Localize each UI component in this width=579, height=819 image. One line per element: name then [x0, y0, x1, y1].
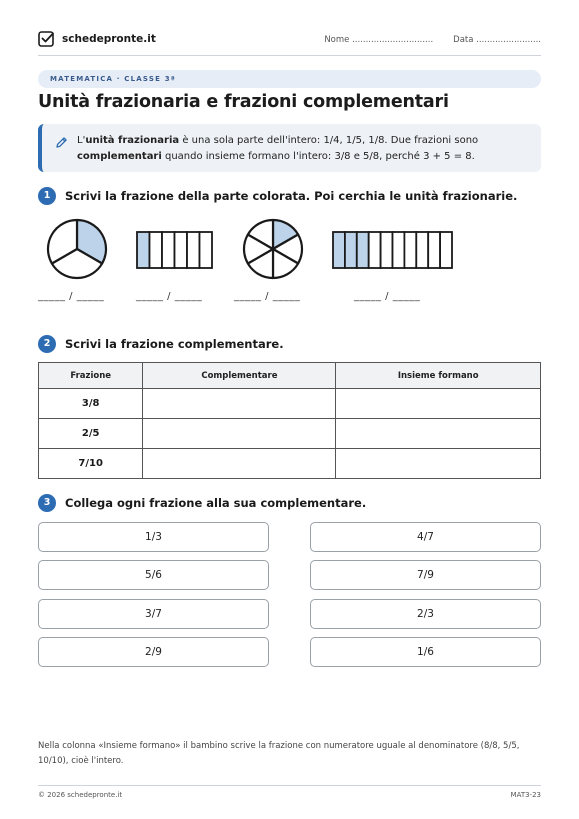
- checkbox-logo-icon: [38, 30, 55, 47]
- table-row: [39, 389, 541, 419]
- subject-pill: MATEMATICA · CLASSE 3ª: [38, 70, 541, 88]
- match-right-box[interactable]: 1/6: [310, 637, 541, 667]
- bar-segment: [137, 232, 150, 268]
- bar-segment: [428, 232, 440, 268]
- bar-segment: [381, 232, 393, 268]
- complement-table: [38, 362, 541, 479]
- complement-cell[interactable]: [143, 389, 336, 419]
- logo: [38, 30, 156, 47]
- table-header: Complementare: [143, 363, 336, 389]
- info-text: L'unità frazionaria è una sola parte dell'intero: 1/4, 1/5, 1/8. Due frazioni sono complementari quando insieme formano l'intero: 3/8 e 5/8, perché 3 + 5 = 8.: [77, 135, 479, 162]
- table-header: Frazione: [39, 363, 143, 389]
- bar-segment: [345, 232, 357, 268]
- bar-segment: [369, 232, 381, 268]
- bar-segment: [393, 232, 405, 268]
- match-right-box[interactable]: 2/3: [310, 599, 541, 629]
- bar-segment: [162, 232, 175, 268]
- figure-circle-thirds: [45, 217, 109, 281]
- teacher-note: Nella colonna «Insieme formano» il bambino scrive la frazione con numeratore uguale al denominatore (8/8, 5/5, 10/10), cioè l'intero.: [38, 741, 520, 766]
- bar-segment: [416, 232, 428, 268]
- sheet-code: MAT3-23: [510, 791, 541, 799]
- answer-blank-2[interactable]: _____ / _____: [136, 291, 203, 302]
- answer-blank-3[interactable]: _____ / _____: [234, 291, 301, 302]
- section-title: Scrivi la frazione complementare.: [65, 337, 284, 351]
- section-2-heading: [38, 335, 284, 353]
- name-field[interactable]: Nome ..............................: [324, 35, 434, 45]
- answer-blank-1[interactable]: _____ / _____: [38, 291, 105, 302]
- section-3-heading: [38, 494, 366, 512]
- bar-segment: [440, 232, 452, 268]
- fraction-cell: 2/5: [39, 419, 143, 449]
- whole-cell[interactable]: [336, 419, 541, 449]
- bar-segment: [404, 232, 416, 268]
- answer-blank-4[interactable]: _____ / _____: [354, 291, 421, 302]
- section-number: 2: [38, 335, 56, 353]
- copyright: © 2026 schedepronte.it: [38, 791, 123, 799]
- bar-segment: [200, 232, 213, 268]
- logo-text: schedepronte.it: [62, 32, 156, 45]
- page-header: [38, 30, 541, 56]
- whole-cell[interactable]: [336, 389, 541, 419]
- section-title: Scrivi la frazione della parte colorata. Poi cerchia le unità frazionarie.: [65, 189, 518, 203]
- bar-segment: [187, 232, 200, 268]
- section-number: 3: [38, 494, 56, 512]
- whole-cell[interactable]: [336, 449, 541, 479]
- section-1-heading: [38, 187, 517, 205]
- pencil-icon: [55, 136, 68, 149]
- match-right-box[interactable]: 4/7: [310, 522, 541, 552]
- figure-bar-tenths: [332, 231, 453, 269]
- bar-segment: [333, 232, 345, 268]
- table-header: Insieme formano: [336, 363, 541, 389]
- page-title: Unità frazionaria e frazioni complementari: [38, 92, 449, 112]
- table-row: [39, 449, 541, 479]
- figure-circle-sixths: [241, 217, 305, 281]
- bar-segment: [357, 232, 369, 268]
- complement-cell[interactable]: [143, 449, 336, 479]
- fraction-cell: 7/10: [39, 449, 143, 479]
- section-title: Collega ogni frazione alla sua complementare.: [65, 496, 367, 510]
- bar-segment: [175, 232, 188, 268]
- section-number: 1: [38, 187, 56, 205]
- match-left-box[interactable]: 2/9: [38, 637, 269, 667]
- match-left-box[interactable]: 1/3: [38, 522, 269, 552]
- match-left-box[interactable]: 5/6: [38, 560, 269, 590]
- match-left-box[interactable]: 3/7: [38, 599, 269, 629]
- info-box: [38, 124, 541, 172]
- fraction-cell: 3/8: [39, 389, 143, 419]
- table-row: [39, 419, 541, 449]
- page-footer: [38, 785, 541, 799]
- complement-cell[interactable]: [143, 419, 336, 449]
- figure-bar-sixths: [136, 231, 213, 269]
- bar-segment: [150, 232, 163, 268]
- match-right-box[interactable]: 7/9: [310, 560, 541, 590]
- date-field[interactable]: Data ........................: [453, 35, 541, 45]
